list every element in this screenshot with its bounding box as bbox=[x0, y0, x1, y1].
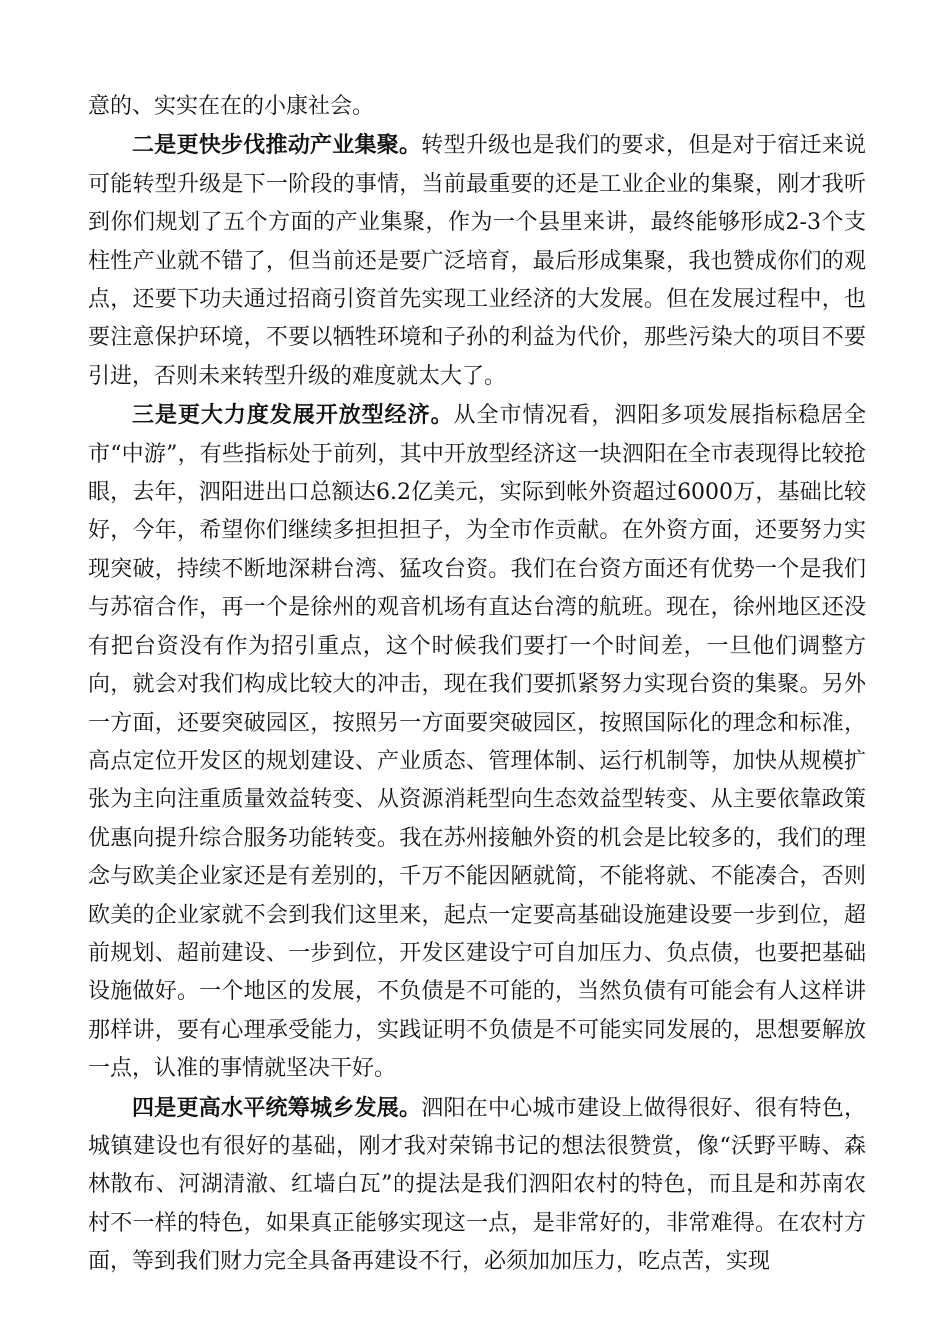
paragraph-continuation bbox=[88, 88, 866, 126]
paragraph-text: 意的、实实在在的小康社会。 bbox=[88, 94, 375, 119]
paragraph-open-economy bbox=[88, 396, 866, 1088]
document-body bbox=[88, 88, 866, 1282]
paragraph-urban-rural bbox=[88, 1089, 866, 1282]
paragraph-text: 转型升级也是我们的要求，但是对于宿迁来说可能转型升级是下一阶段的事情，当前最重要的还是工业企业的集聚，刚才我听到你们规划了五个方面的产业集聚，作为一个县里来讲，最终能够形成2-3个支柱性产业就不错了，但当前还是要广泛培育，最后形成集聚，我也赞成你们的观点，还要下功夫通过招商引资首先实现工业经济的大发展。但在发展过程中，也要注意保护环境，不要以牺牲环境和子孙的利益为代价，那些污染大的项目不要引进，否则未来转型升级的难度就太大了。 bbox=[88, 133, 866, 389]
paragraph-industry-cluster bbox=[88, 126, 866, 396]
paragraph-text: 从全市情况看，泗阳多项发展指标稳居全市“中游”，有些指标处于前列，其中开放型经济这一块泗阳在全市表现得比较抢眼，去年，泗阳进出口总额达6.2亿美元，实际到帐外资超过6000万，基础比较好，今年，希望你们继续多担担担子，为全市作贡献。在外资方面，还要努力实现突破，持续不断地深耕台湾、猛攻台资。我们在台资方面还有优势一个是我们与苏宿合作，再一个是徐州的观音机场有直达台湾的航班。现在，徐州地区还没有把台资没有作为招引重点，这个时候我们要打一个时间差，一旦他们调整方向，就会对我们构成比较大的冲击，现在我们要抓紧努力实现台资的集聚。另外一方面，还要突破园区，按照另一方面要突破园区，按照国际化的理念和标准，高点定位开发区的规划建设、产业质态、管理体制、运行机制等，加快从规模扩张为主向注重质量效益转变、从资源消耗型向生态效益型转变、从主要依靠政策优惠向提升综合服务功能转变。我在苏州接触外资的机会是比较多的，我们的理念与欧美企业家还是有差别的，千万不能因陋就简，不能将就、不能凑合，否则欧美的企业家就不会到我们这里来，起点一定要高基础设施建设要一步到位，超前规划、超前建设、一步到位，开发区建设宁可自加压力、负点债，也要把基础设施做好。一个地区的发展，不负债是不可能的，当然负债有可能会有人这样讲那样讲，要有心理承受能力，实践证明不负债是不可能实同发展的，思想要解放一点，认准的事情就坚决干好。 bbox=[88, 403, 866, 1082]
paragraph-heading: 四是更高水平统筹城乡发展。 bbox=[132, 1094, 422, 1121]
paragraph-heading: 三是更大力度发展开放型经济。 bbox=[132, 402, 454, 429]
paragraph-heading: 二是更快步伐推动产业集聚。 bbox=[132, 132, 422, 159]
paragraph-text: 泗阳在中心城市建设上做得很好、很有特色，城镇建设也有很好的基础，刚才我对荣锦书记的想法很赞赏，像“沃野平畴、森林散布、河湖清澈、红墙白瓦”的提法是我们泗阳农村的特色，而且是和苏南农村不一样的特色，如果真正能够实现这一点，是非常好的，非常难得。在农村方面，等到我们财力完全具备再建设不行，必须加加压力，吃点苦，实现 bbox=[88, 1095, 866, 1275]
